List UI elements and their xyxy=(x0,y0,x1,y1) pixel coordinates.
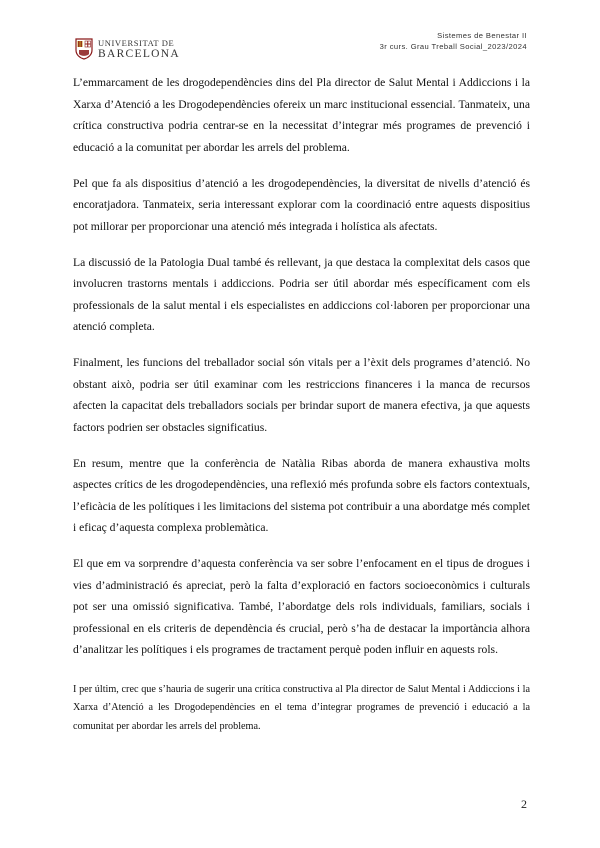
logo-text-line1: UNIVERSITAT DE xyxy=(98,38,175,48)
university-crest-icon xyxy=(75,38,93,60)
document-body xyxy=(73,72,530,751)
paragraph: I per últim, crec que s’hauria de sugerir una crítica constructiva al Pla director de Salut Mental i Addiccions i la Xarxa d’Atenció a les Drogodependències en el tema d’integrar programes de prevenció i educació a la comunitat per abordar les arrels del problema. xyxy=(73,683,530,732)
header-course-year: 3r curs. Grau Treball Social_2023/2024 xyxy=(379,42,527,51)
paragraph: El que em va sorprendre d’aquesta conferència va ser sobre l’enfocament en el tipus de drogues i vies d’administració és apreciat, però la falta d’exploració en factors socioeconòmics i culturals pot ser una omissió significativa. També, l’abordatge dels rols individuals, familiars, socials i professional en els criteris de dependència és crucial, però s’ha de destacar la importància alhora d’analitzar les polítiques i els programes de tractament perquè poden influir en aquests rols. xyxy=(73,557,530,656)
paragraph: Pel que fa als dispositius d’atenció a les drogodependències, la diversitat de nivells d’atenció és encoratjadora. Tanmateix, seria interessant explorar com la coordinació entre aquests dispositius pot millorar per proporcionar una atenció més integrada i holística als afectats. xyxy=(73,176,530,233)
header-course-name: Sistemes de Benestar II xyxy=(437,31,527,40)
page-number: 2 xyxy=(521,797,527,811)
paragraph: La discussió de la Patologia Dual també és rellevant, ja que destaca la complexitat dels casos que involucren trastorns mentals i addiccions. Podria ser útil abordar més específicament com els professionals de la salut mental i els especialistes en addiccions col·laboren per proporcionar una atenció completa. xyxy=(73,255,530,333)
page-header xyxy=(380,30,527,52)
paragraph: L’emmarcament de les drogodependències dins del Pla director de Salut Mental i Addiccions i la Xarxa d’Atenció a les Drogodependències ofereix un marc institucional essencial. Tanmateix, una crítica constructiva podria centrar-se en la necessitat d’integrar més programes de prevenció i educació a la comunitat per abordar les arrels del problema. xyxy=(73,76,530,154)
logo-text-line2: BARCELONA xyxy=(98,48,180,60)
paragraph: En resum, mentre que la conferència de Natàlia Ribas aborda de manera exhaustiva molts aspectes crítics de les drogodependències, una reflexió més profunda sobre els factors contextuals, l’eficàcia de les polítiques i les limitacions del sistema pot contribuir a una abordatge més complet i eficaç d’aquesta complexa problemàtica. xyxy=(73,456,530,534)
paragraph: Finalment, les funcions del treballador social són vitals per a l’èxit dels programes d’atenció. No obstant això, podria ser útil examinar com les restriccions financeres i la manca de recursos afecten la capacitat dels treballadors socials per brindar suport de manera efectiva, ja que aquests factors podrien ser obstacles significatius. xyxy=(73,356,530,434)
university-logo xyxy=(75,37,180,63)
